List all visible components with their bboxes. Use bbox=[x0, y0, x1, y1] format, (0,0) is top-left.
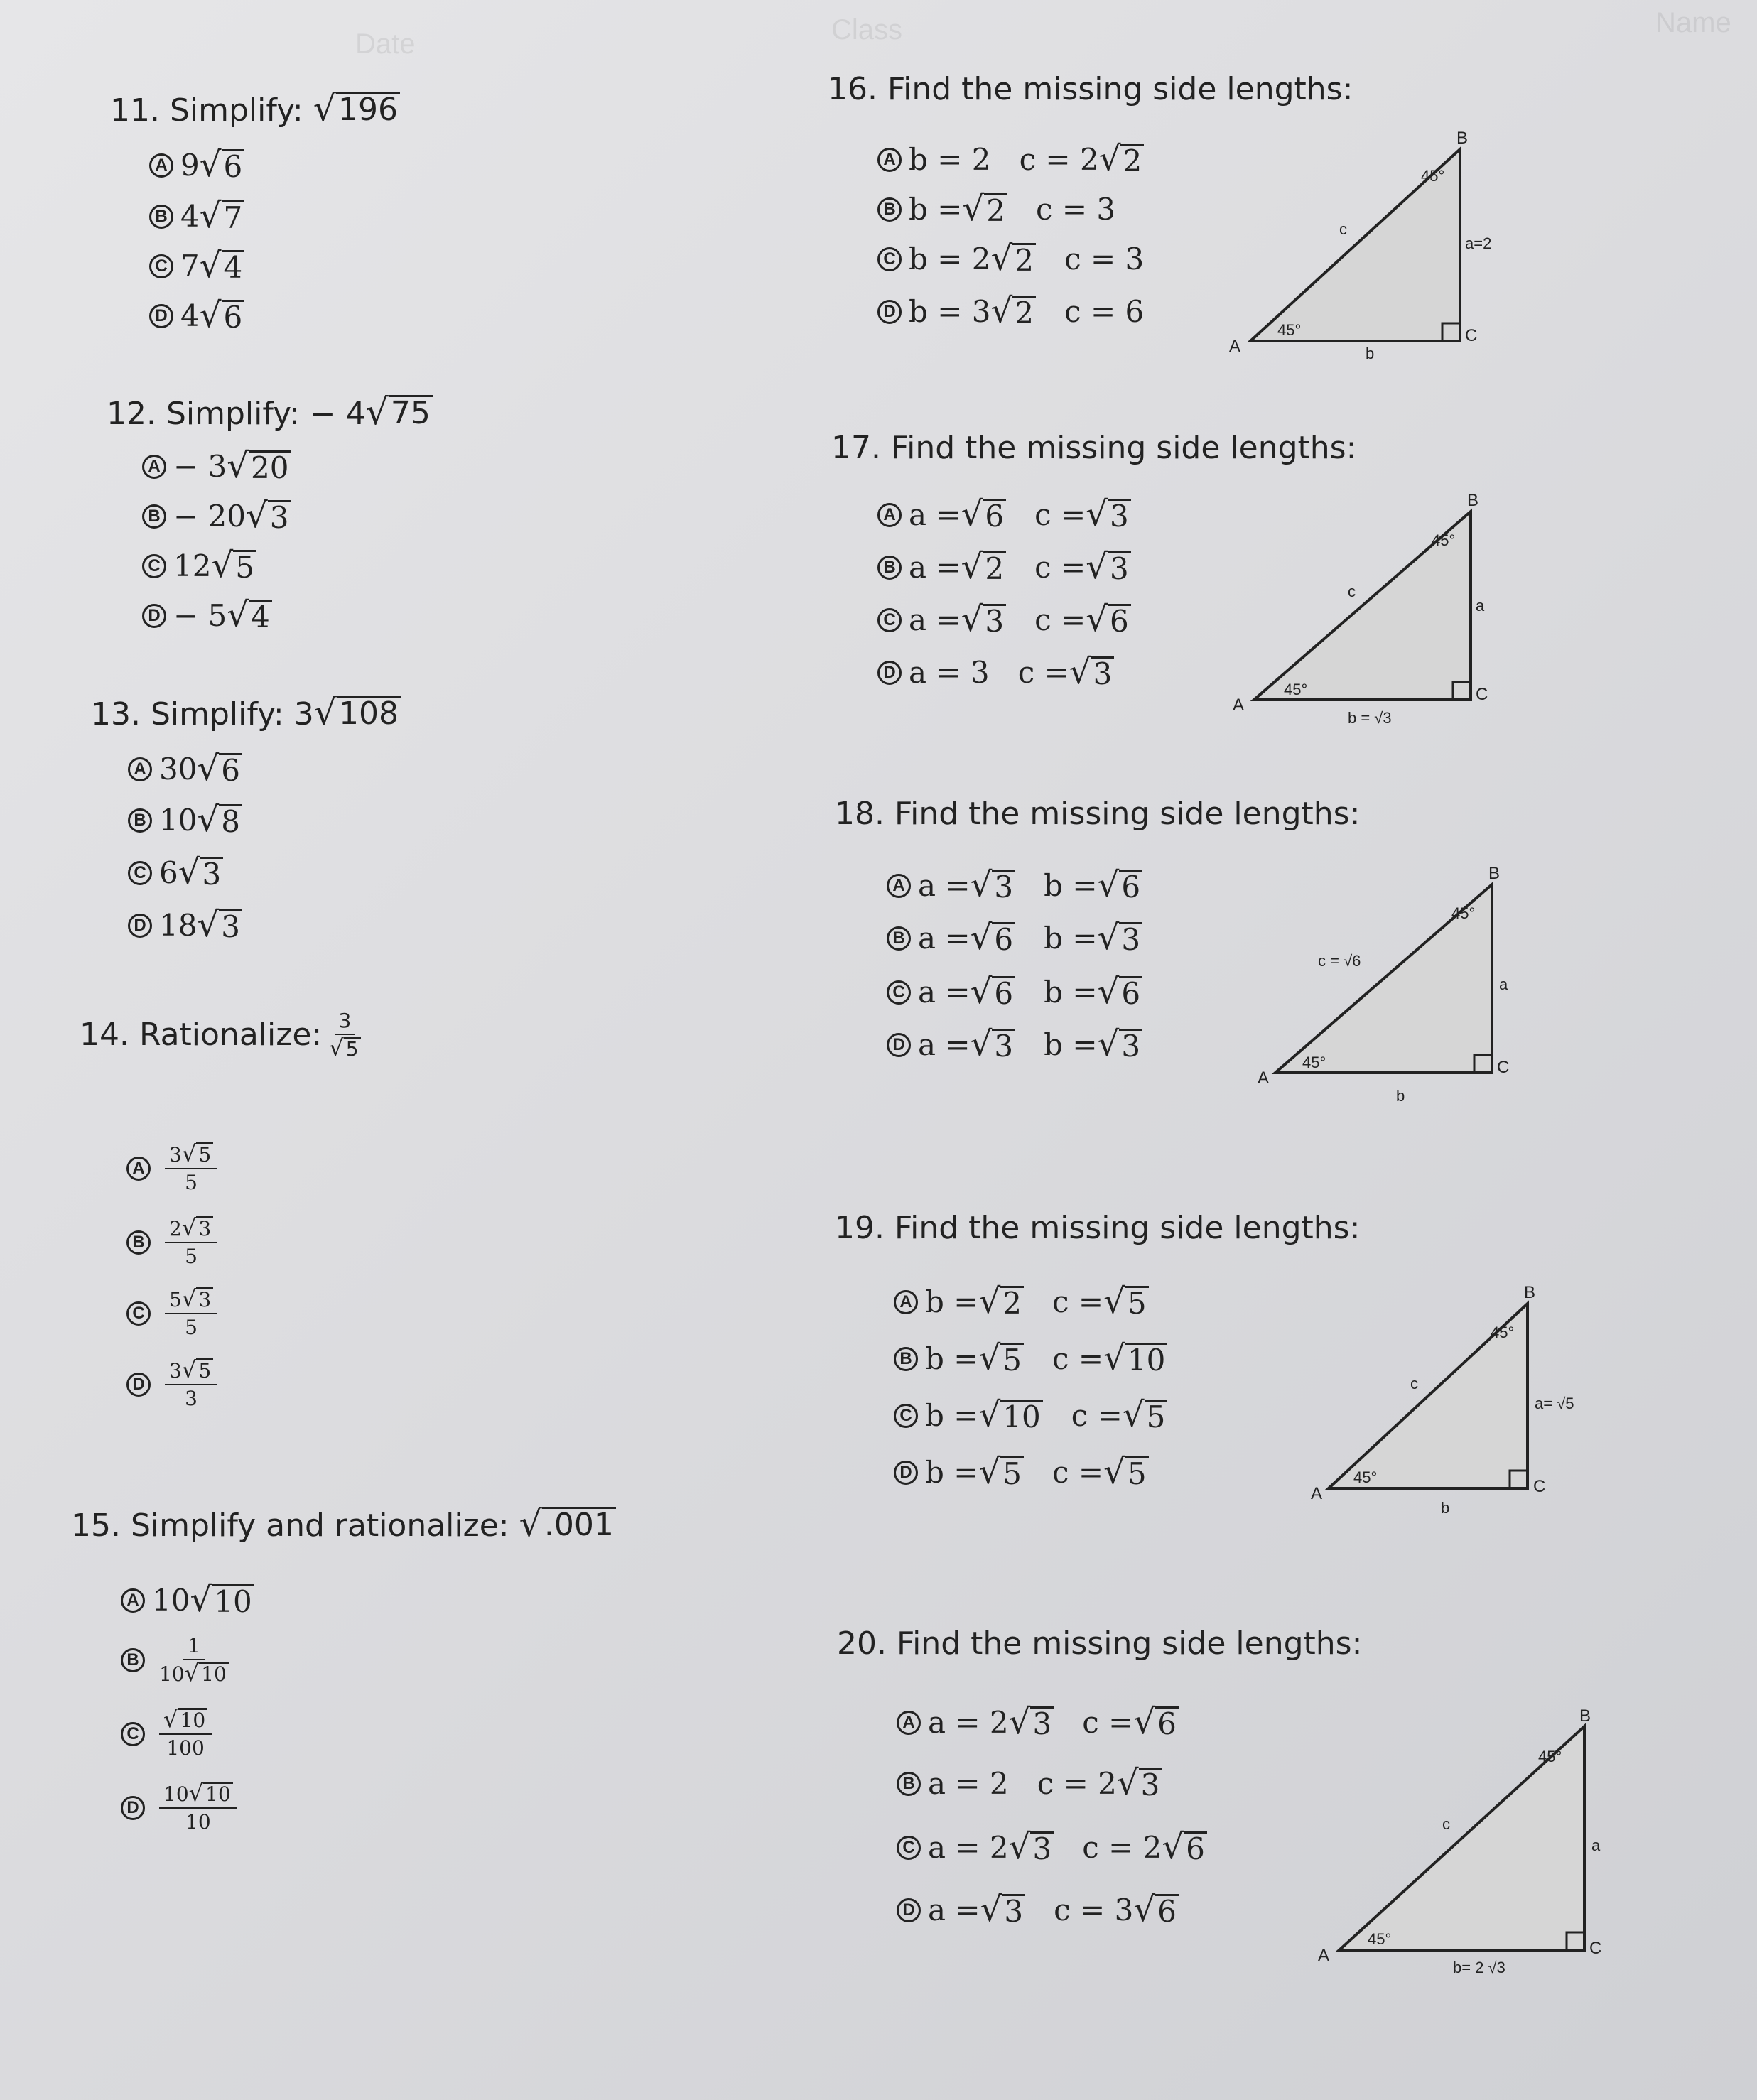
question-17: 17. Find the missing side lengths: bbox=[831, 430, 1357, 466]
vertex-a-label: A bbox=[1311, 1484, 1323, 1503]
angle-a-label: 45° bbox=[1302, 1054, 1326, 1071]
bleed-through: Class bbox=[831, 14, 903, 45]
q11-option-c[interactable]: C 7 √ 4 bbox=[149, 249, 244, 283]
question-18: 18. Find the missing side lengths: bbox=[835, 796, 1361, 832]
q16-option-a[interactable]: A b = 2 c = 2 √ 2 bbox=[877, 142, 1144, 177]
q16-triangle-diagram bbox=[1229, 128, 1492, 362]
angle-b-label: 45° bbox=[1451, 904, 1476, 922]
q11-option-b[interactable]: B 4 √ 7 bbox=[149, 199, 244, 234]
q19-option-a[interactable]: A b = √ 2 c = √ 5 bbox=[894, 1284, 1149, 1319]
q16-option-d[interactable]: D b = 3 √ 2 c = 6 bbox=[877, 294, 1144, 329]
angle-b-label: 45° bbox=[1421, 167, 1445, 185]
vertex-c-label: C bbox=[1589, 1939, 1602, 1958]
hypotenuse-label: c = √6 bbox=[1318, 952, 1361, 970]
q17-triangle-diagram bbox=[1233, 491, 1496, 732]
leg-b-label: b bbox=[1441, 1499, 1450, 1517]
vertex-b-label: B bbox=[1579, 1706, 1591, 1726]
q20-option-c[interactable]: C a = 2 √ 3 c = 2 √ 6 bbox=[897, 1830, 1207, 1865]
angle-b-label: 45° bbox=[1538, 1748, 1562, 1765]
bleed-through: Name bbox=[1655, 7, 1731, 38]
angle-b-label: 45° bbox=[1491, 1324, 1515, 1341]
q18-option-a[interactable]: A a = √ 3 b = √ 6 bbox=[887, 868, 1142, 903]
vertex-b-label: B bbox=[1524, 1283, 1536, 1302]
q15-option-c[interactable]: C √ 10 100 bbox=[121, 1708, 212, 1760]
q15-option-d[interactable]: D 10 √ 10 10 bbox=[121, 1782, 237, 1834]
angle-a-label: 45° bbox=[1277, 321, 1302, 339]
q16-option-c[interactable]: C b = 2 √ 2 c = 3 bbox=[877, 242, 1144, 276]
question-14: 14. Rationalize: 3 √ 5 bbox=[80, 1009, 361, 1061]
q18-option-b[interactable]: B a = √ 6 b = √ 3 bbox=[887, 921, 1142, 956]
q19-triangle-diagram bbox=[1307, 1283, 1591, 1524]
leg-a-label: a bbox=[1591, 1836, 1601, 1854]
vertex-b-label: B bbox=[1488, 864, 1501, 883]
q17-option-b[interactable]: B a = √ 2 c = √ 3 bbox=[877, 550, 1131, 585]
vertex-c-label: C bbox=[1533, 1477, 1546, 1496]
q17-option-d[interactable]: D a = 3 c = √ 3 bbox=[877, 655, 1114, 690]
q14-option-c[interactable]: C 5 √ 3 5 bbox=[126, 1287, 217, 1339]
q12-option-d[interactable]: D − 5 √ 4 bbox=[142, 598, 272, 633]
q16-option-b[interactable]: B b = √ 2 c = 3 bbox=[877, 192, 1115, 227]
q13-option-d[interactable]: D 18 √ 3 bbox=[128, 908, 242, 943]
question-16: 16. Find the missing side lengths: bbox=[828, 71, 1353, 107]
q19-option-d[interactable]: D b = √ 5 c = √ 5 bbox=[894, 1455, 1149, 1490]
q20-triangle-diagram bbox=[1318, 1706, 1602, 1976]
question-15: 15. Simplify and rationalize: √ .001 bbox=[71, 1506, 616, 1544]
angle-a-label: 45° bbox=[1284, 681, 1308, 698]
q14-option-b[interactable]: B 2 √ 3 5 bbox=[126, 1216, 217, 1268]
q17-option-c[interactable]: C a = √ 3 c = √ 6 bbox=[877, 602, 1131, 637]
question-11: 11. Simplify: √ 196 bbox=[110, 91, 400, 129]
q18-triangle-diagram bbox=[1254, 864, 1510, 1105]
vertex-c-label: C bbox=[1497, 1058, 1510, 1077]
q12-option-b[interactable]: B − 20 √ 3 bbox=[142, 499, 291, 534]
q14-option-a[interactable]: A 3 √ 5 5 bbox=[126, 1142, 217, 1194]
question-12: 12. Simplify: − 4 √ 75 bbox=[107, 394, 433, 432]
vertex-c-label: C bbox=[1465, 326, 1478, 345]
q13-option-b[interactable]: B 10 √ 8 bbox=[128, 803, 242, 838]
angle-a-label: 45° bbox=[1368, 1930, 1392, 1948]
question-19: 19. Find the missing side lengths: bbox=[835, 1210, 1361, 1246]
leg-a-label: a bbox=[1499, 975, 1508, 993]
q15-option-a[interactable]: A 10 √ 10 bbox=[121, 1583, 254, 1618]
q17-option-a[interactable]: A a = √ 6 c = √ 3 bbox=[877, 497, 1131, 532]
q18-option-c[interactable]: C a = √ 6 b = √ 6 bbox=[887, 975, 1142, 1010]
leg-b-label: b= 2 √3 bbox=[1453, 1959, 1505, 1976]
q19-option-c[interactable]: C b = √ 10 c = √ 5 bbox=[894, 1398, 1167, 1433]
q13-option-c[interactable]: C 6 √ 3 bbox=[128, 855, 223, 890]
vertex-a-label: A bbox=[1318, 1946, 1330, 1965]
q13-option-a[interactable]: A 30 √ 6 bbox=[128, 752, 242, 786]
q20-option-d[interactable]: D a = √ 3 c = 3 √ 6 bbox=[897, 1893, 1179, 1927]
q11-option-d[interactable]: D 4 √ 6 bbox=[149, 298, 244, 333]
leg-a-label: a=2 bbox=[1465, 234, 1492, 252]
q12-option-c[interactable]: C 12 √ 5 bbox=[142, 548, 256, 583]
q14-option-d[interactable]: D 3 √ 5 3 bbox=[126, 1358, 217, 1410]
bleed-through: Date bbox=[355, 28, 416, 60]
hypotenuse-label: c bbox=[1410, 1375, 1418, 1392]
leg-b-label: b bbox=[1396, 1087, 1405, 1105]
leg-b-label: b = √3 bbox=[1348, 709, 1392, 727]
q12-option-a[interactable]: A − 3 √ 20 bbox=[142, 449, 291, 484]
hypotenuse-label: c bbox=[1339, 220, 1347, 238]
q20-option-a[interactable]: A a = 2 √ 3 c = √ 6 bbox=[897, 1705, 1179, 1740]
hypotenuse-label: c bbox=[1348, 583, 1356, 600]
angle-b-label: 45° bbox=[1432, 531, 1456, 549]
leg-b-label: b bbox=[1366, 345, 1375, 362]
leg-a-label: a= √5 bbox=[1535, 1395, 1574, 1412]
q20-option-b[interactable]: B a = 2 c = 2 √ 3 bbox=[897, 1766, 1162, 1801]
vertex-c-label: C bbox=[1476, 685, 1488, 704]
question-13: 13. Simplify: 3 √ 108 bbox=[91, 695, 401, 732]
leg-a-label: a bbox=[1476, 597, 1485, 615]
vertex-a-label: A bbox=[1233, 696, 1245, 715]
angle-a-label: 45° bbox=[1353, 1468, 1378, 1486]
q19-option-b[interactable]: B b = √ 5 c = √ 10 bbox=[894, 1341, 1167, 1376]
question-20: 20. Find the missing side lengths: bbox=[837, 1625, 1363, 1662]
q11-option-a[interactable]: A 9 √ 6 bbox=[149, 148, 244, 183]
q18-option-d[interactable]: D a = √ 3 b = √ 3 bbox=[887, 1027, 1142, 1062]
vertex-b-label: B bbox=[1456, 129, 1469, 148]
hypotenuse-label: c bbox=[1442, 1815, 1450, 1833]
vertex-a-label: A bbox=[1229, 337, 1241, 356]
q15-option-b[interactable]: B 1 10 √ 10 bbox=[121, 1634, 229, 1686]
vertex-b-label: B bbox=[1467, 491, 1479, 510]
vertex-a-label: A bbox=[1258, 1068, 1270, 1088]
